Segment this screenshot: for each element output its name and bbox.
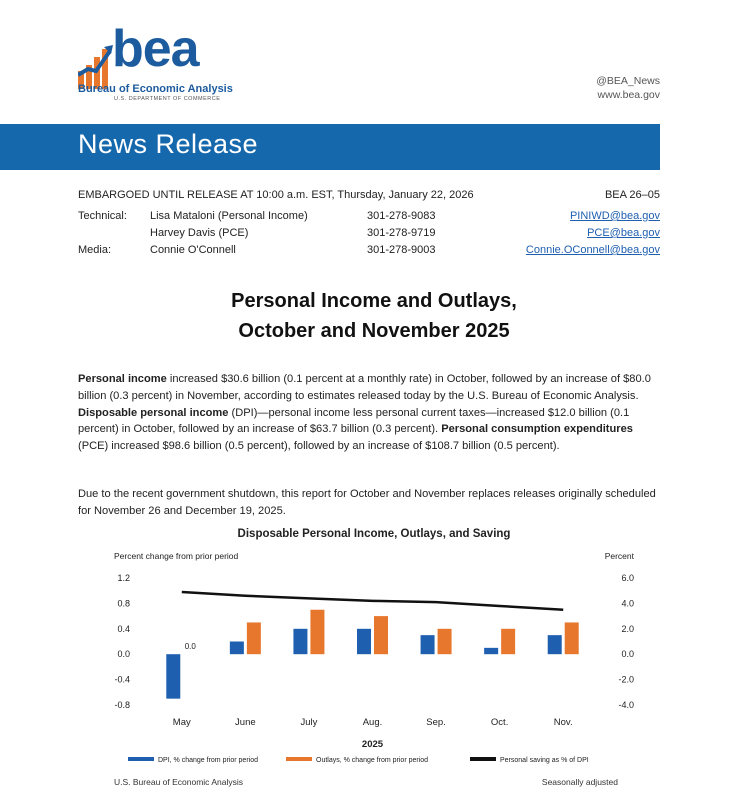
y-tick-right-label: 4.0 (621, 598, 634, 609)
logo-subtitle: Bureau of Economic Analysis (78, 83, 233, 95)
contact-row (78, 210, 660, 226)
contact-role: Technical: (78, 210, 127, 222)
contact-name: Lisa Mataloni (Personal Income) (150, 210, 308, 222)
logo-department: U.S. DEPARTMENT OF COMMERCE (114, 96, 221, 102)
outlays-bar (247, 622, 261, 654)
chart-title: Disposable Personal Income, Outlays, and Saving (237, 528, 511, 540)
outlays-bar (310, 610, 324, 654)
contact-email-link[interactable]: PCE@bea.gov (587, 227, 660, 239)
x-tick-label: July (300, 717, 318, 728)
contact-row (78, 227, 660, 243)
outlays-bar (438, 629, 452, 654)
bold-term: Disposable personal income (78, 406, 229, 419)
news-release-banner (0, 124, 660, 170)
y-tick-right-label: 2.0 (621, 623, 634, 634)
contact-row (78, 244, 660, 260)
paragraph-text: (DPI)—personal income less personal current taxes—increased $12.0 billion (0.1 percent) in October, followed by an increase of $63.7 billion (0.3 percent). (78, 406, 630, 436)
x-tick-label: Oct. (490, 717, 509, 728)
contact-phone: 301-278-9083 (367, 210, 436, 222)
legend-label: Personal saving as % of DPI (500, 757, 589, 764)
embargo-notice: EMBARGOED UNTIL RELEASE AT 10:00 a.m. EST, Thursday, January 22, 2026 (78, 189, 474, 201)
y-tick-right-label: -4.0 (618, 700, 634, 710)
logo-wordmark: bea (112, 20, 199, 78)
dpi-bar (230, 642, 244, 655)
title-line-1: Personal Income and Outlays, (231, 290, 517, 312)
y-tick-left-label: 1.2 (117, 573, 130, 583)
release-number: BEA 26–05 (604, 189, 660, 201)
y-tick-left-label: -0.8 (114, 700, 130, 710)
y-tick-left-label: 0.8 (117, 598, 130, 609)
bar-chart-logo-icon (78, 41, 114, 89)
title-line-2: October and November 2025 (238, 320, 510, 342)
footer-source: U.S. Bureau of Economic Analysis (114, 777, 243, 787)
paragraph-text: increased $30.6 billion (0.1 percent at a monthly rate) in October, followed by an increase of $80.0 billion (0.3 percent) in November, according to estimates released today by the U.S. Bureau of Economic Analysis. (78, 373, 651, 402)
y-tick-right-label: -2.0 (618, 674, 634, 685)
legend-label: Outlays, % change from prior period (316, 757, 429, 764)
dpi-bar (484, 648, 498, 654)
contact-name: Connie O'Connell (150, 244, 236, 256)
outlays-bar (374, 616, 388, 654)
bold-term: Personal income (78, 373, 167, 385)
dpi-bar (548, 635, 562, 654)
social-handle[interactable]: @BEA_News (596, 75, 660, 87)
contact-email-link[interactable]: PINIWD@bea.gov (569, 210, 660, 222)
y-tick-left-label: 0.4 (117, 623, 130, 634)
x-tick-label: Aug. (362, 717, 383, 728)
dpi-bar (421, 635, 435, 654)
saving-rate-line (182, 592, 563, 610)
y-tick-right-label: 0.0 (621, 649, 634, 660)
bold-term: Personal consumption expenditures (441, 423, 633, 436)
website-link[interactable]: www.bea.gov (597, 89, 660, 101)
bea-logo (78, 20, 238, 103)
dpi-bar (166, 654, 180, 698)
outlays-bar (501, 629, 515, 654)
summary-paragraph (78, 371, 663, 455)
y-tick-left-label: 0.0 (117, 649, 130, 660)
y-tick-left-label: -0.4 (114, 674, 130, 685)
x-axis-label: 2025 (361, 739, 384, 750)
y-axis-left-label: Percent change from prior period (114, 551, 239, 561)
banner-title: News Release (78, 129, 259, 159)
x-tick-label: Sep. (426, 717, 446, 728)
contact-name: Harvey Davis (PCE) (150, 227, 249, 239)
data-label: 0.0 (184, 642, 196, 652)
footer-note: Seasonally adjusted (541, 777, 618, 787)
x-tick-label: Nov. (553, 717, 573, 728)
contact-email-link[interactable]: Connie.OConnell@bea.gov (525, 244, 660, 256)
paragraph-text: (PCE) increased $98.6 billion (0.5 percent), followed by an increase of $108.7 billion (0.5 percent). (78, 440, 560, 453)
x-tick-label: May (172, 717, 191, 728)
contact-phone: 301-278-9003 (367, 244, 436, 256)
header-contact (596, 74, 660, 102)
contact-role: Media: (78, 244, 112, 256)
contact-phone: 301-278-9719 (367, 227, 436, 239)
y-axis-right-label: Percent (604, 551, 634, 561)
dpi-bar (357, 629, 371, 654)
release-title (0, 286, 748, 346)
outlays-bar (565, 622, 579, 654)
shutdown-paragraph: Due to the recent government shutdown, this report for October and November replaces releases originally scheduled for November 26 and December 19, 2025. (78, 488, 656, 517)
x-tick-label: June (235, 717, 256, 728)
dpi-bar (293, 629, 307, 654)
y-tick-right-label: 6.0 (621, 573, 634, 583)
legend-label: DPI, % change from prior period (158, 757, 258, 764)
